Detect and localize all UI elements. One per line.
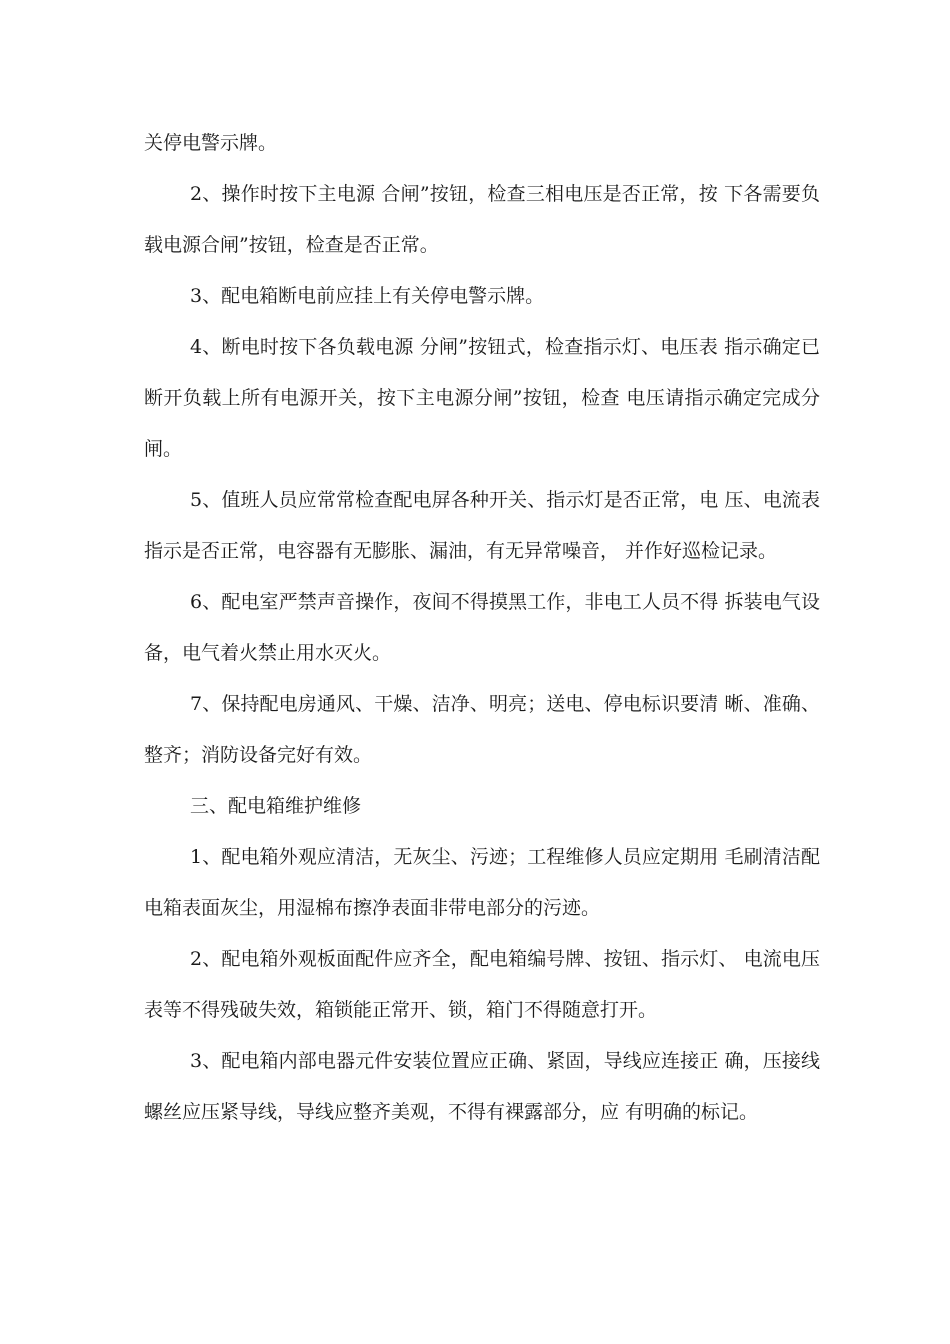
paragraph-item-5: 5、值班人员应常常检查配电屏各种开关、指示灯是否正常，电 压、电流表指示是否正常，电容器有无膨胀、漏油，有无异常噪音， 并作好巡检记录。 <box>144 489 820 562</box>
paragraph-continuation: 关停电警示牌。 <box>144 132 278 154</box>
paragraph-maintenance-3: 3、配电箱内部电器元件安装位置应正确、紧固，导线应连接正 确，压接线螺丝应压紧导线，导线应整齐美观，不得有裸露部分，应 有明确的标记。 <box>144 1050 820 1123</box>
section-heading: 三、配电箱维护维修 <box>190 795 362 817</box>
paragraph-maintenance-1: 1、配电箱外观应清洁，无灰尘、污迹；工程维修人员应定期用 毛刷清洁配电箱表面灰尘，用湿棉布擦净表面非带电部分的污迹。 <box>144 846 820 919</box>
paragraph-item-2: 2、操作时按下主电源 合闸”按钮，检查三相电压是否正常，按 下各需要负载电源合闸”按钮，检查是否正常。 <box>144 183 820 256</box>
paragraph-item-7: 7、保持配电房通风、干燥、洁净、明亮；送电、停电标识要清 晰、准确、整齐；消防设备完好有效。 <box>144 693 820 766</box>
paragraph-maintenance-2: 2、配电箱外观板面配件应齐全，配电箱编号牌、按钮、指示灯、 电流电压表等不得残破失效，箱锁能正常开、锁，箱门不得随意打开。 <box>144 948 820 1021</box>
paragraph-item-4: 4、断电时按下各负载电源 分闸”按钮式，检查指示灯、电压表 指示确定已断开负载上所有电源开关，按下主电源分闸”按钮，检查 电压请指示确定完成分闸。 <box>144 336 820 460</box>
document-body <box>144 118 820 1138</box>
paragraph-item-6: 6、配电室严禁声音操作，夜间不得摸黑工作，非电工人员不得 拆装电气设备，电气着火禁止用水灭火。 <box>144 591 820 664</box>
paragraph-item-3: 3、配电箱断电前应挂上有关停电警示牌。 <box>190 285 545 307</box>
